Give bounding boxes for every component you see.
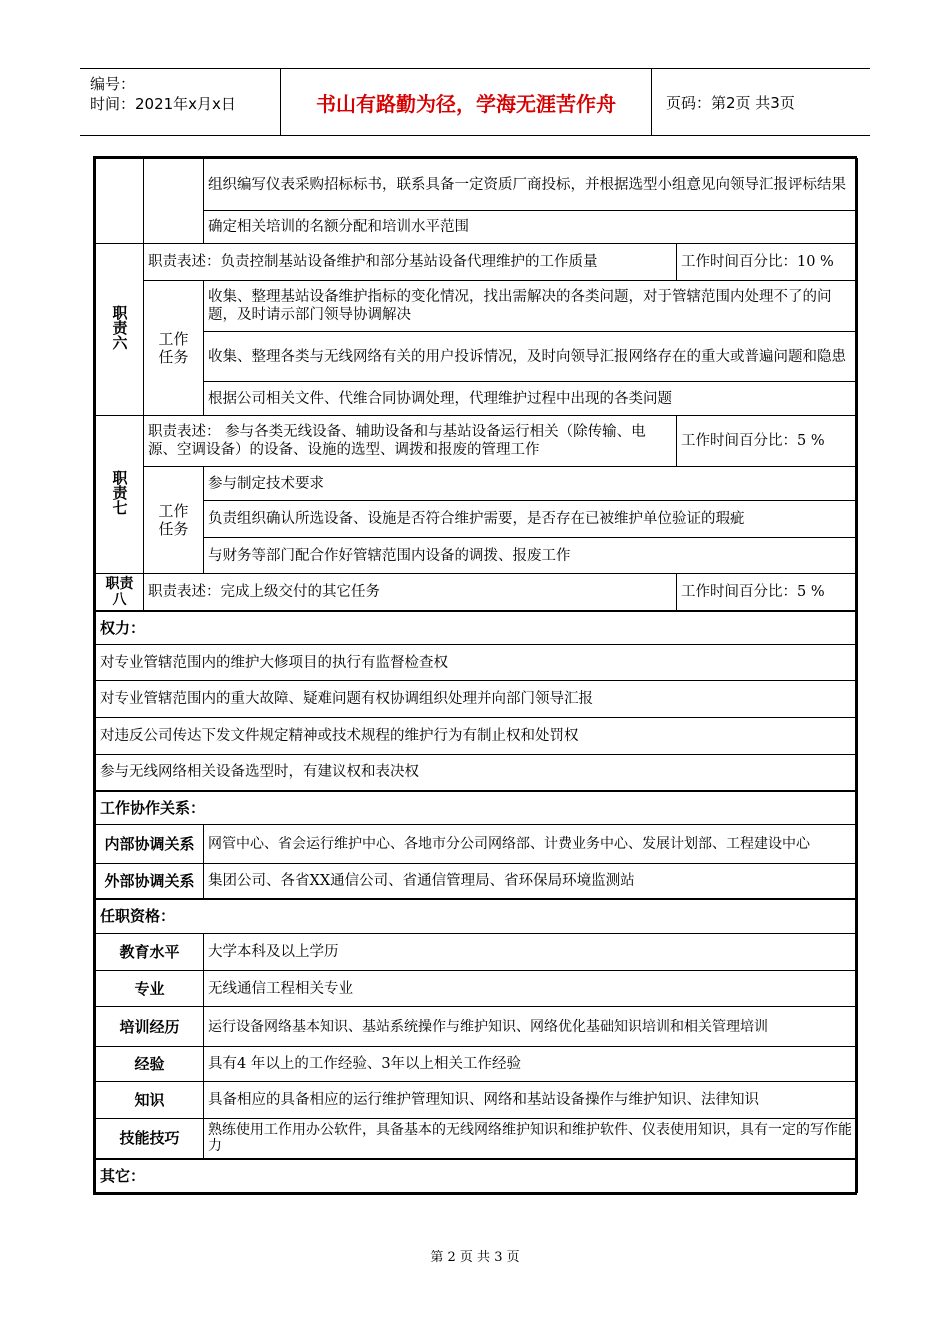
power-item: 参与无线网络相关设备选型时，有建议权和表决权 bbox=[96, 755, 858, 791]
qualification-label: 技能技巧 bbox=[96, 1119, 204, 1159]
qualification-value: 具备相应的具备相应的运行维护管理知识、网络和基站设备操作与维护知识、法律知识 bbox=[204, 1082, 858, 1119]
page-header bbox=[80, 68, 870, 136]
doc-time-label: 时间：2021年x月x日 bbox=[90, 95, 236, 113]
duty8-label: 职责八 bbox=[96, 574, 144, 611]
qualification-value: 熟练使用工作用办公软件，具备基本的无线网络维护知识和维护软件、仪表使用知识，具有一定的写作能力 bbox=[204, 1119, 858, 1159]
duty5-label-cell bbox=[96, 159, 144, 244]
duty7-time-percent: 工作时间百分比：5 % bbox=[677, 416, 858, 467]
duty8-statement: 职责表述：完成上级交付的其它任务 bbox=[144, 574, 677, 611]
duty6-task-label: 工作任务 bbox=[144, 281, 204, 416]
qualification-section-title: 任职资格： bbox=[96, 899, 858, 934]
qualification-label: 经验 bbox=[96, 1047, 204, 1082]
qualification-label: 专业 bbox=[96, 971, 204, 1007]
duty6-task-1: 收集、整理基站设备维护指标的变化情况，找出需解决的各类问题，对于管辖范围内处理不了的问题，及时请示部门领导协调解决 bbox=[204, 281, 858, 332]
duty6-time-percent: 工作时间百分比：10 % bbox=[677, 244, 858, 281]
power-section-title: 权力： bbox=[96, 611, 858, 645]
duty6-task-3: 根据公司相关文件、代维合同协调处理，代理维护过程中出现的各类问题 bbox=[204, 382, 858, 416]
qualification-value: 运行设备网络基本知识、基站系统操作与维护知识、网络优化基础知识培训和相关管理培训 bbox=[204, 1007, 858, 1047]
power-item: 对违反公司传达下发文件规定精神或技术规程的维护行为有制止权和处罚权 bbox=[96, 718, 858, 755]
duty6-statement: 职责表述：负责控制基站设备维护和部分基站设备代理维护的工作质量 bbox=[144, 244, 677, 281]
header-page-label: 页码：第2页 共3页 bbox=[666, 93, 795, 112]
external-relation-value: 集团公司、各省XX通信公司、省通信管理局、省环保局环境监测站 bbox=[204, 864, 858, 899]
duty5-task-2: 确定相关培训的名额分配和培训水平范围 bbox=[204, 211, 858, 244]
qualification-label: 教育水平 bbox=[96, 934, 204, 971]
job-description-table bbox=[93, 156, 857, 1195]
header-meta bbox=[80, 69, 281, 135]
page-footer: 第 2 页 共 3 页 bbox=[430, 1250, 520, 1265]
duty6-task-2: 收集、整理各类与无线网络有关的用户投诉情况，及时向领导汇报网络存在的重大或普遍问题和隐患 bbox=[204, 332, 858, 382]
duty5-task-label-cell bbox=[144, 159, 204, 244]
header-slogan: 书山有路勤为径，学海无涯苦作舟 bbox=[281, 69, 652, 135]
doc-number-label: 编号： bbox=[90, 75, 136, 93]
cooperation-section-title: 工作协作关系： bbox=[96, 791, 858, 825]
duty7-task-1: 参与制定技术要求 bbox=[204, 467, 858, 501]
power-item: 对专业管辖范围内的维护大修项目的执行有监督检查权 bbox=[96, 645, 858, 681]
qualification-label: 培训经历 bbox=[96, 1007, 204, 1047]
internal-relation-label: 内部协调关系 bbox=[96, 825, 204, 864]
qualification-label: 知识 bbox=[96, 1082, 204, 1119]
duty7-task-label: 工作任务 bbox=[144, 467, 204, 574]
duty5-task-1: 组织编写仪表采购招标标书，联系具备一定资质厂商投标，并根据选型小组意见向领导汇报评标结果 bbox=[204, 159, 858, 211]
power-item: 对专业管辖范围内的重大故障、疑难问题有权协调组织处理并向部门领导汇报 bbox=[96, 681, 858, 718]
qualification-value: 大学本科及以上学历 bbox=[204, 934, 858, 971]
external-relation-label: 外部协调关系 bbox=[96, 864, 204, 899]
duty6-label: 职责六 bbox=[96, 244, 144, 416]
other-section-title: 其它： bbox=[96, 1159, 858, 1193]
internal-relation-value: 网管中心、省会运行维护中心、各地市分公司网络部、计费业务中心、发展计划部、工程建设中心 bbox=[204, 825, 858, 864]
duty7-task-3: 与财务等部门配合作好管辖范围内设备的调拨、报废工作 bbox=[204, 538, 858, 574]
duty7-statement: 职责表述： 参与各类无线设备、辅助设备和与基站设备运行相关（除传输、电源、空调设备）的设备、设施的选型、调拨和报废的管理工作 bbox=[144, 416, 677, 467]
duty8-time-percent: 工作时间百分比：5 % bbox=[677, 574, 858, 611]
qualification-value: 具有4 年以上的工作经验、3年以上相关工作经验 bbox=[204, 1047, 858, 1082]
duty7-label: 职责七 bbox=[96, 416, 144, 574]
duty7-task-2: 负责组织确认所选设备、设施是否符合维护需要，是否存在已被维护单位验证的瑕疵 bbox=[204, 501, 858, 538]
qualification-value: 无线通信工程相关专业 bbox=[204, 971, 858, 1007]
